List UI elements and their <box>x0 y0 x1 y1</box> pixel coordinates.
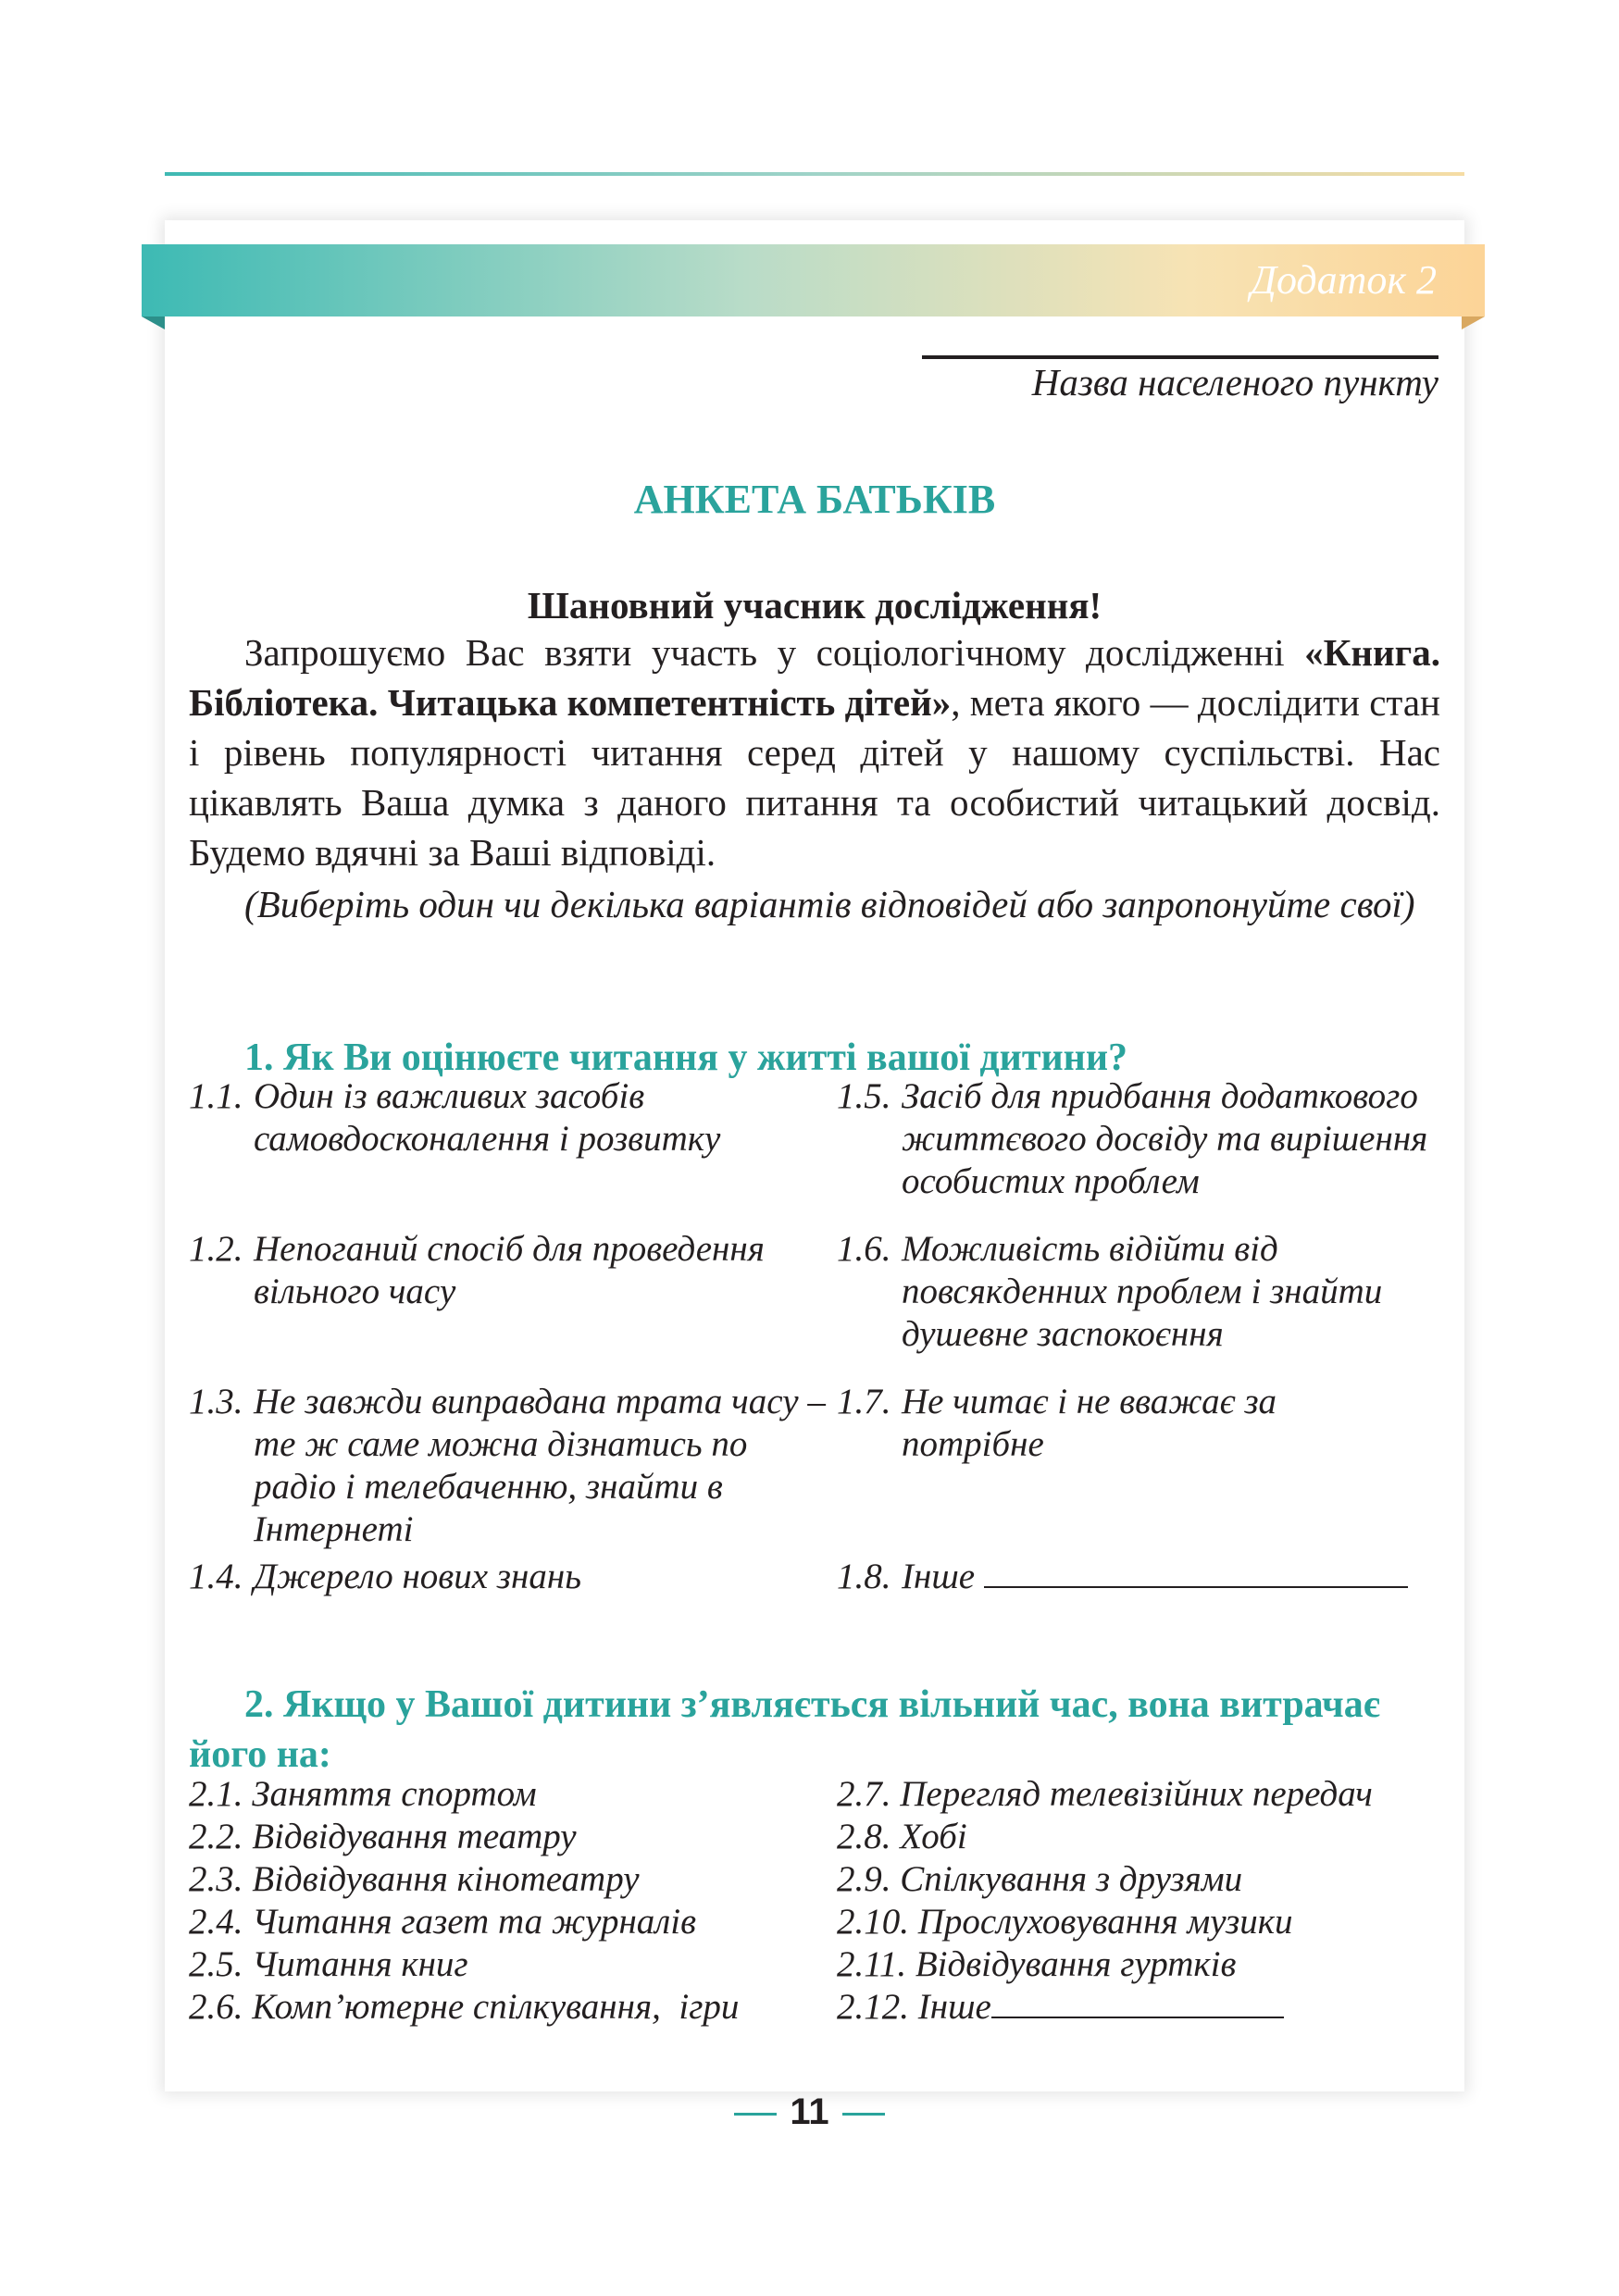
option-2-3 <box>189 1858 837 1901</box>
intro-text-1: Запрошуємо Вас взяти участь у соціологічному дослідженні <box>244 631 1305 674</box>
option-text: Відвідування театру <box>252 1817 577 1856</box>
option-number: 1.8. <box>837 1557 891 1596</box>
option-1-8 <box>837 1556 1466 1598</box>
option-number: 1.6. <box>837 1229 891 1269</box>
option-text: Не завжди виправдана трата часу – те ж саме можна дізнатись по радіо і телебаченню, знайти в Інтернеті <box>254 1382 826 1549</box>
option-2-2 <box>189 1816 837 1858</box>
option-number: 2.11. <box>837 1944 907 1984</box>
option-1-3 <box>189 1381 837 1551</box>
option-number: 2.9. <box>837 1859 891 1899</box>
option-2-11 <box>837 1943 1466 1986</box>
option-2-10 <box>837 1901 1466 1943</box>
question-1-title: 1. Як Ви оцінюєте читання у житті вашої дитини? <box>244 1036 1128 1079</box>
option-text: Перегляд телевізійних передач <box>900 1774 1373 1814</box>
page-number-dash-left <box>734 2113 777 2116</box>
top-decorative-rule <box>165 172 1464 176</box>
questionnaire-title: АНКЕТА БАТЬКІВ <box>633 477 996 522</box>
option-2-7 <box>837 1773 1466 1816</box>
answer-blank[interactable] <box>984 1558 1408 1588</box>
option-text: Один із важливих засобів самовдосконалення і розвитку <box>254 1076 721 1159</box>
option-number: 2.1. <box>189 1774 243 1814</box>
option-number: 1.7. <box>837 1382 891 1421</box>
option-2-12 <box>837 1986 1466 2029</box>
option-text: Можливість відійти від повсякденних проблем і знайти душевне заспокоєння <box>902 1229 1383 1354</box>
intro-paragraph <box>189 627 1440 877</box>
page-number-dash-right <box>842 2113 885 2116</box>
option-1-2 <box>189 1228 828 1313</box>
option-text: Заняття спортом <box>252 1774 537 1814</box>
option-1-7 <box>837 1381 1318 1466</box>
option-number: 2.2. <box>189 1817 243 1856</box>
option-text: Непоганий спосіб для проведення вільного часу <box>254 1229 765 1311</box>
option-text: Хобі <box>900 1817 967 1856</box>
option-text: Читання книг <box>252 1944 468 1984</box>
intro-text-2: , мета якого — дослідити стан і рівень популярності читання серед дітей у нашому суспільстві. Нас цікавлять Ваша думка з даного питання та особистий читацький досвід. Будемо вдячні за Ваші відповіді. <box>189 681 1440 874</box>
option-text: Не читає і не вважає за потрібне <box>902 1382 1277 1464</box>
option-text: Читання газет та журналів <box>252 1902 697 1942</box>
place-name-label: Назва населеного пункту <box>1031 361 1438 403</box>
intro-study-name: «Книга. Бібліотека. Читацька компетентність дітей» <box>189 631 1440 724</box>
instructions-note: (Виберіть один чи декілька варіантів відповідей або запропонуйте свої) <box>244 883 1415 925</box>
option-text: Відвідування кінотеатру <box>252 1859 640 1899</box>
option-2-1 <box>189 1773 837 1816</box>
option-number: 2.6. <box>189 1987 243 2027</box>
option-text: Комп’ютерне спілкування, ігри <box>252 1987 740 2027</box>
option-number: 1.5. <box>837 1076 891 1116</box>
option-1-5 <box>837 1075 1466 1203</box>
option-number: 2.7. <box>837 1774 891 1814</box>
option-2-6 <box>189 1986 837 2029</box>
option-2-8 <box>837 1816 1466 1858</box>
option-2-5 <box>189 1943 837 1986</box>
greeting: Шановний учасник дослідження! <box>527 584 1102 627</box>
question-2-title: 2. Якщо у Вашої дитини з’являється вільний час, вона витрачає його на: <box>189 1683 1380 1776</box>
option-number: 1.4. <box>189 1557 243 1596</box>
option-number: 2.12. <box>837 1987 909 2027</box>
option-number: 2.8. <box>837 1817 891 1856</box>
option-text: Інше <box>902 1557 976 1596</box>
option-number: 1.1. <box>189 1076 243 1116</box>
option-2-9 <box>837 1858 1466 1901</box>
option-number: 1.2. <box>189 1229 243 1269</box>
option-1-1 <box>189 1075 828 1160</box>
ribbon-fold-right <box>1462 316 1485 329</box>
page-number-value: 11 <box>790 2091 829 2132</box>
option-text: Прослуховування музики <box>917 1902 1293 1942</box>
option-text: Засіб для придбання додаткового життєвого досвіду та вирішення особистих проблем <box>902 1076 1428 1201</box>
page-number <box>0 2091 1619 2133</box>
option-1-4 <box>189 1556 828 1598</box>
appendix-label: Додаток 2 <box>1250 257 1437 303</box>
option-text: Спілкування з друзями <box>900 1859 1243 1899</box>
option-number: 2.4. <box>189 1902 243 1942</box>
option-text: Відвідування гуртків <box>915 1944 1237 1984</box>
option-2-4 <box>189 1901 837 1943</box>
option-text: Джерело нових знань <box>254 1557 581 1596</box>
option-number: 1.3. <box>189 1382 243 1421</box>
option-number: 2.10. <box>837 1902 909 1942</box>
option-number: 2.3. <box>189 1859 243 1899</box>
answer-blank[interactable] <box>991 1989 1284 2018</box>
ribbon-fold-left <box>142 316 165 329</box>
option-text: Інше <box>917 1987 991 2027</box>
option-number: 2.5. <box>189 1944 243 1984</box>
option-1-6 <box>837 1228 1448 1356</box>
